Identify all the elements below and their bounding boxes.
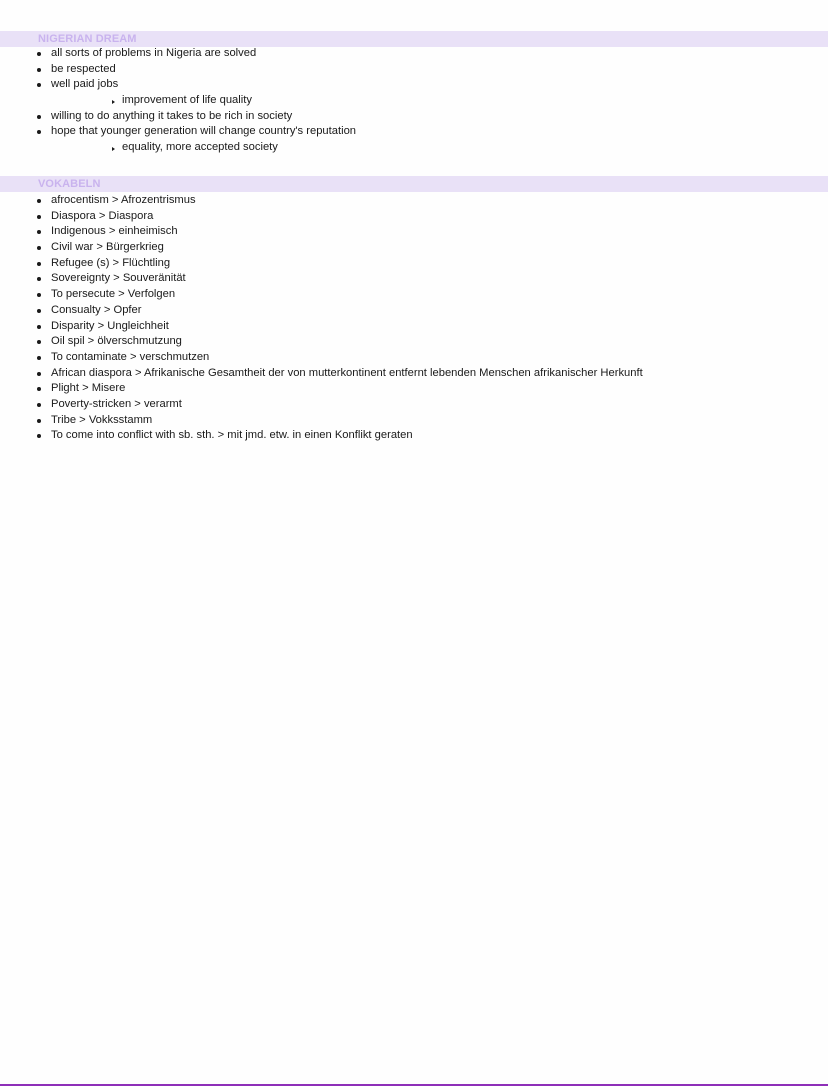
vokabeln-list [0,193,828,444]
sub-list-item: equality, more accepted society [0,140,828,156]
section-header-vokabeln [0,176,828,192]
bullet-icon [37,230,41,234]
list-item: Civil war > Bürgerkrieg [0,240,828,256]
list-item: be respected [0,62,828,78]
list-item: To contaminate > verschmutzen [0,350,828,366]
list-item: Disparity > Ungleichheit [0,319,828,335]
list-item: Poverty-stricken > verarmt [0,397,828,413]
bullet-icon [37,356,41,360]
list-item: willing to do anything it takes to be rich in society [0,109,828,125]
list-item: To persecute > Verfolgen [0,287,828,303]
bullet-icon [37,52,41,56]
list-item: Diaspora > Diaspora [0,209,828,225]
bullet-icon [37,387,41,391]
triangle-bullet-icon [112,100,115,104]
bullet-icon [37,83,41,87]
bullet-icon [37,130,41,134]
bullet-icon [37,309,41,313]
list-item: afrocentism > Afrozentrismus [0,193,828,209]
bullet-icon [37,434,41,438]
bullet-icon [37,403,41,407]
list-item: Oil spil > ölverschmutzung [0,334,828,350]
list-item: Consualty > Opfer [0,303,828,319]
bullet-icon [37,293,41,297]
bullet-icon [37,68,41,72]
section-header-nigerian-dream [0,31,828,47]
list-item: Refugee (s) > Flüchtling [0,256,828,272]
sub-list-item: improvement of life quality [0,93,828,109]
bullet-icon [37,262,41,266]
section-title: NIGERIAN DREAM [38,33,137,45]
list-item: all sorts of problems in Nigeria are solved [0,46,828,62]
bullet-icon [37,419,41,423]
list-item: Indigenous > einheimisch [0,224,828,240]
bullet-icon [37,246,41,250]
triangle-bullet-icon [112,147,115,151]
section-title: VOKABELN [38,178,101,190]
list-item: well paid jobs [0,77,828,93]
list-item: African diaspora > Afrikanische Gesamtheit der von mutterkontinent entfernt lebenden Menschen afrikanischer Herkunft [0,366,828,382]
bullet-icon [37,215,41,219]
bullet-icon [37,340,41,344]
list-item: To come into conflict with sb. sth. > mit jmd. etw. in einen Konflikt geraten [0,428,828,444]
bullet-icon [37,199,41,203]
list-item: Tribe > Vokksstamm [0,413,828,429]
bullet-icon [37,277,41,281]
list-item: Plight > Misere [0,381,828,397]
bullet-icon [37,372,41,376]
nigerian-dream-list [0,46,828,156]
bullet-icon [37,115,41,119]
list-item: Sovereignty > Souveränität [0,271,828,287]
bullet-icon [37,325,41,329]
list-item: hope that younger generation will change country's reputation [0,124,828,140]
